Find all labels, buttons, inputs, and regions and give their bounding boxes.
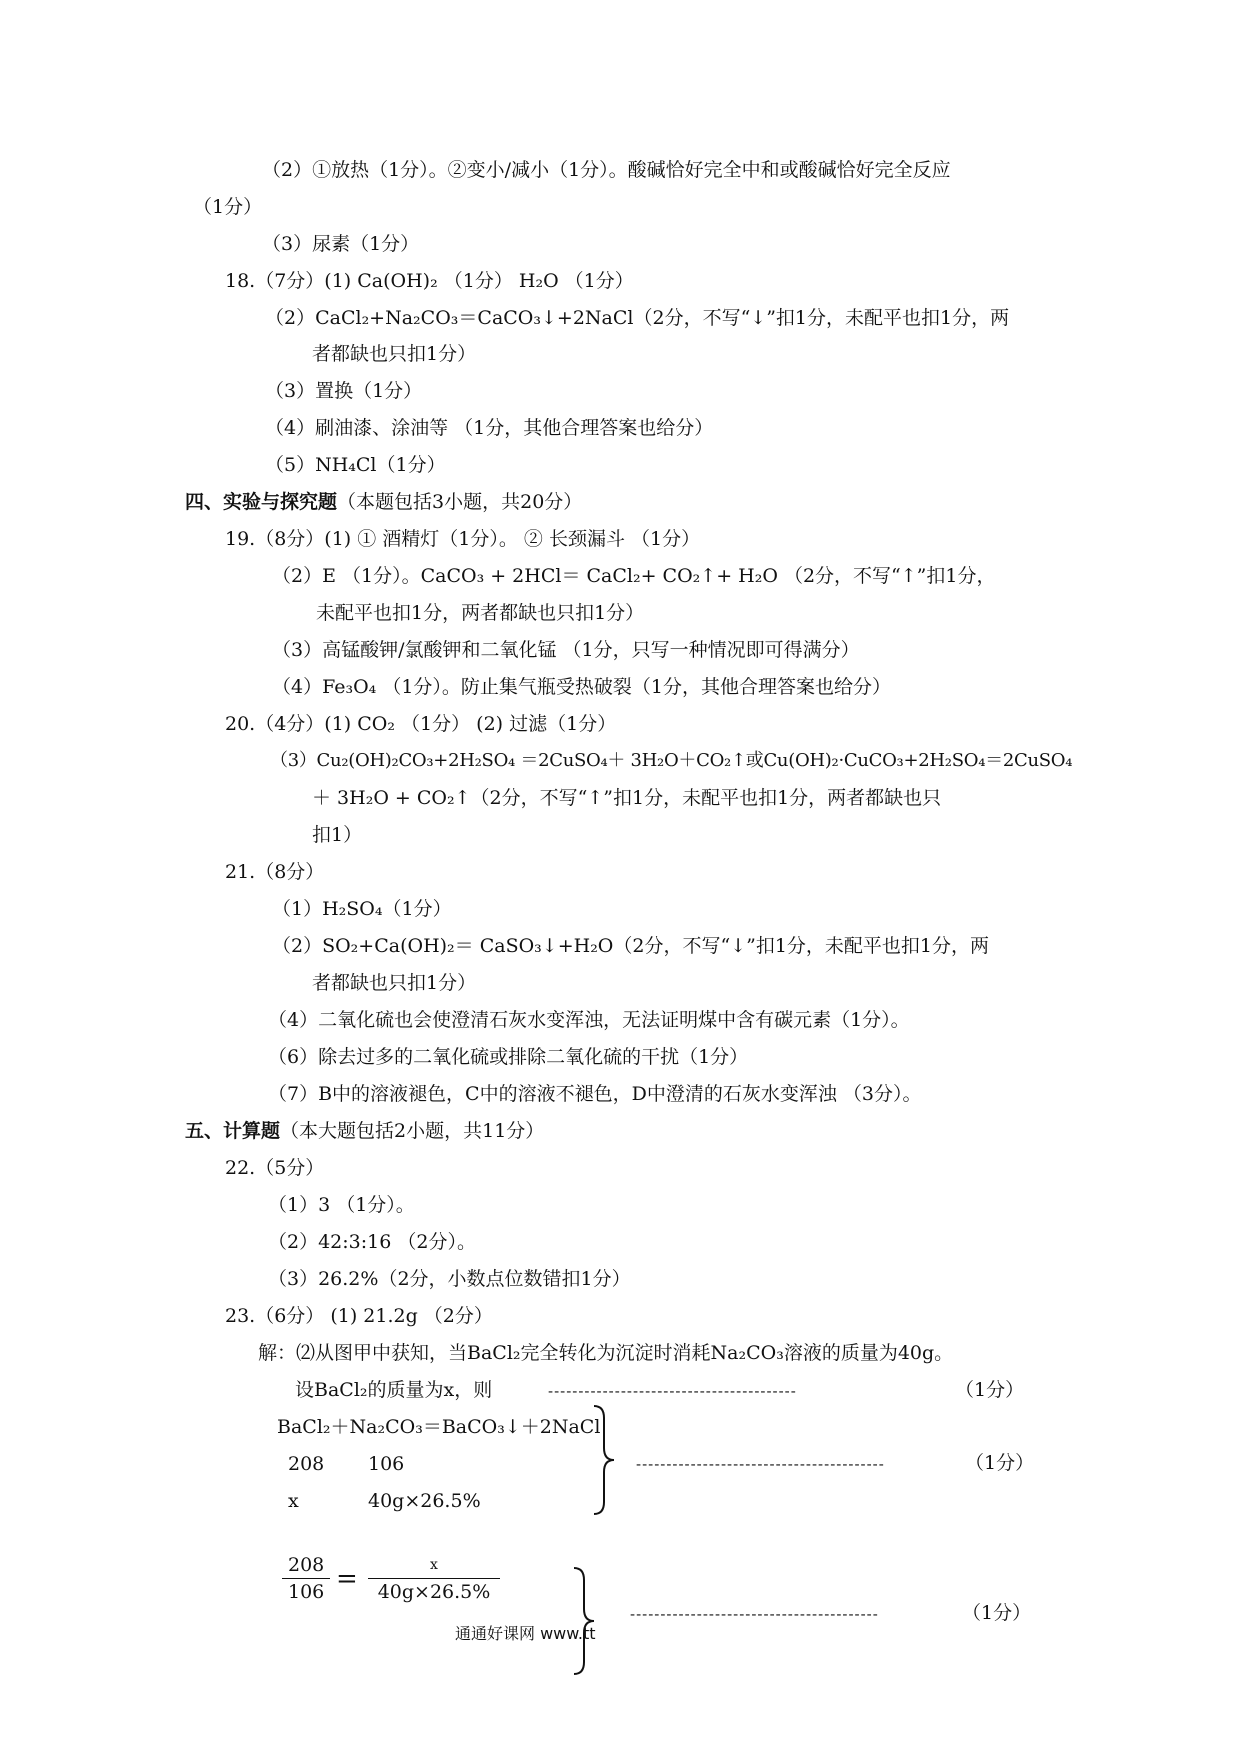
reaction-equation: BaCl₂＋Na₂CO₃＝BaCO₃↓＋2NaCl: [277, 1416, 601, 1438]
ratio-right: [368, 1552, 500, 1605]
text-line: （2）CaCl₂+Na₂CO₃＝CaCO₃↓+2NaCl（2分，不写“↓”扣1分，未配平也扣1分，两: [265, 307, 1010, 329]
text-line: （1）H₂SO₄（1分）: [272, 898, 452, 920]
text-line: （3）尿素（1分）: [262, 233, 420, 255]
text-line: 扣1）: [312, 824, 363, 846]
text-line: （3）26.2%（2分，小数点位数错扣1分）: [268, 1268, 631, 1290]
fraction-numerator: x: [430, 1557, 438, 1573]
score-mark: （1分）: [962, 1602, 1032, 1624]
question-19-header: 19.（8分）(1) ① 酒精灯（1分）。 ② 长颈漏斗 （1分）: [225, 528, 701, 550]
question-23-header: 23.（6分） (1) 21.2g （2分）: [225, 1305, 493, 1327]
score-mark: （1分）: [965, 1452, 1035, 1474]
text-line: （1分）: [193, 196, 263, 218]
assumption-line: 设BaCl₂的质量为x，则: [295, 1379, 493, 1401]
molar-mass-a: 208: [288, 1453, 325, 1475]
text-line: （6）除去过多的二氧化硫或排除二氧化硫的干扰（1分）: [268, 1046, 749, 1068]
text-line: （2）42:3:16 （2分）。: [268, 1231, 476, 1253]
fraction-denominator: 40g×26.5%: [377, 1581, 491, 1603]
dash-leader: -----------------------------------------: [636, 1455, 885, 1473]
fraction-numerator: 208: [288, 1554, 325, 1576]
dash-leader: -----------------------------------------: [548, 1382, 797, 1400]
text-line: （1）3 （1分）。: [268, 1194, 415, 1216]
text-line: 未配平也扣1分，两者都缺也只扣1分）: [316, 602, 645, 624]
section-heading: [185, 1118, 544, 1144]
section-note: （本题包括3小题，共20分）: [337, 491, 583, 513]
brace-icon: [590, 1404, 620, 1516]
section-title: 五、计算题: [185, 1120, 281, 1142]
given-mass: 40g×26.5%: [368, 1490, 481, 1512]
text-line: 者都缺也只扣1分）: [312, 972, 477, 994]
question-18-header: 18.（7分）(1) Ca(OH)₂ （1分） H₂O （1分）: [225, 270, 634, 292]
text-line: （7）B中的溶液褪色，C中的溶液不褪色，D中澄清的石灰水变浑浊 （3分）。: [268, 1083, 922, 1105]
section-heading: [185, 489, 582, 515]
text-line: （5）NH₄Cl（1分）: [265, 454, 446, 476]
text-line: （2）E （1分）。CaCO₃ + 2HCl＝ CaCl₂+ CO₂↑+ H₂O （2分，不写“↑”扣1分，: [272, 565, 996, 587]
ratio-left: [282, 1552, 330, 1605]
brace-icon: [570, 1566, 600, 1676]
text-line: （4）Fe₃O₄ （1分）。防止集气瓶受热破裂（1分，其他合理答案也给分）: [272, 676, 892, 698]
molar-mass-b: 106: [368, 1453, 405, 1475]
question-20-header: 20.（4分）(1) CO₂ （1分） (2) 过滤（1分）: [225, 713, 617, 735]
dash-leader: -----------------------------------------: [630, 1605, 879, 1623]
text-line: （2）SO₂+Ca(OH)₂＝ CaSO₃↓+H₂O（2分，不写“↓”扣1分，未配平也扣1分，两: [272, 935, 990, 957]
text-line: 解：⑵从图甲中获知，当BaCl₂完全转化为沉淀时消耗Na₂CO₃溶液的质量为40g。: [258, 1342, 954, 1364]
watermark: 通通好课网 www.tt: [455, 1624, 596, 1643]
question-21-header: 21.（8分）: [225, 861, 325, 883]
score-mark: （1分）: [955, 1379, 1025, 1401]
text-line: 者都缺也只扣1分）: [312, 343, 477, 365]
equals-sign: =: [336, 1564, 358, 1594]
section-title: 四、实验与探究题: [185, 491, 338, 513]
text-line: （4）二氧化硫也会使澄清石灰水变浑浊，无法证明煤中含有碳元素（1分）。: [268, 1009, 910, 1031]
question-22-header: 22.（5分）: [225, 1157, 325, 1179]
text-line: （3）置换（1分）: [265, 380, 423, 402]
unknown-x: x: [288, 1490, 299, 1512]
text-line: （2）①放热（1分）。②变小/减小（1分）。酸碱恰好完全中和或酸碱恰好完全反应: [262, 159, 951, 181]
text-line: （3）Cu₂(OH)₂CO₃+2H₂SO₄ ＝2CuSO₄＋ 3H₂O＋CO₂↑或Cu(OH)₂·CuCO₃+2H₂SO₄＝2CuSO₄: [270, 750, 1073, 771]
fraction-denominator: 106: [288, 1581, 325, 1603]
text-line: （3）高锰酸钾/氯酸钾和二氧化锰 （1分，只写一种情况即可得满分）: [272, 639, 860, 661]
section-note: （本大题包括2小题，共11分）: [280, 1120, 545, 1142]
text-line: ＋ 3H₂O + CO₂↑（2分，不写“↑”扣1分，未配平也扣1分，两者都缺也只: [312, 787, 942, 809]
text-line: （4）刷油漆、涂油等 （1分，其他合理答案也给分）: [265, 417, 714, 439]
